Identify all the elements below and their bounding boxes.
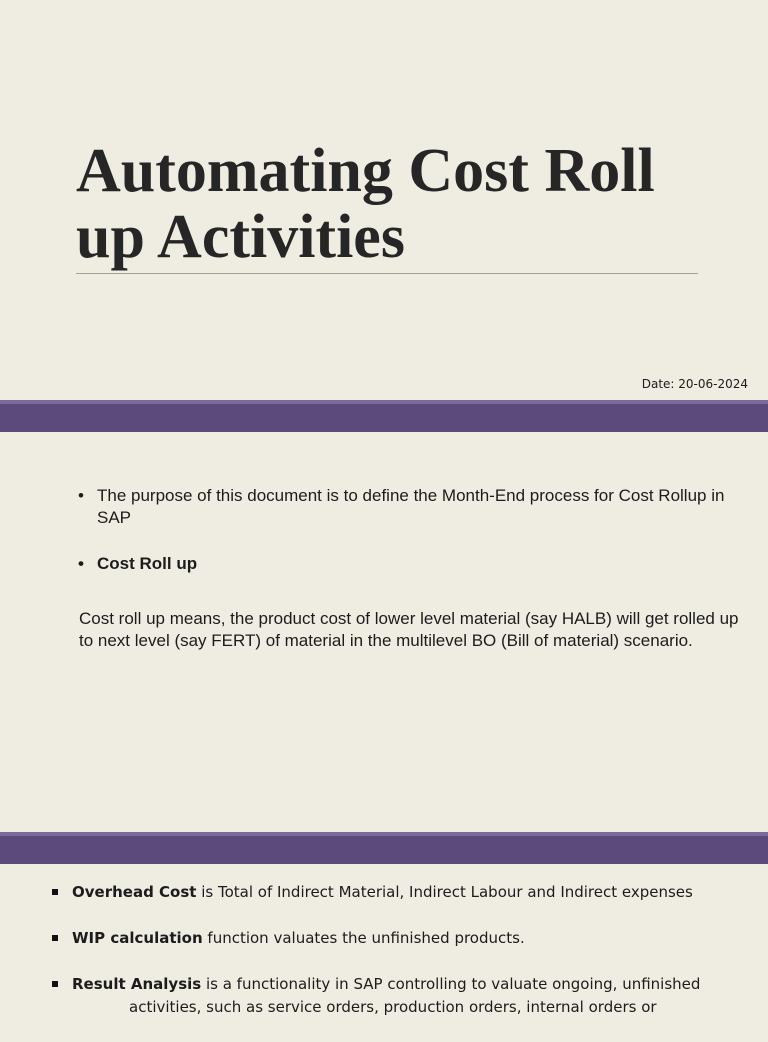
bullet-item — [78, 485, 738, 529]
list-term: Result Analysis — [72, 975, 202, 993]
list-text-continuation: activities, such as service orders, production orders, internal orders or — [129, 998, 657, 1016]
slide-divider-band — [0, 400, 768, 432]
list-term: WIP calculation — [72, 929, 203, 947]
list-item — [52, 927, 752, 950]
bullet-dot-icon: • — [78, 554, 84, 573]
list-text: is Total of Indirect Material, Indirect Labour and Indirect expenses — [196, 883, 693, 901]
definition-paragraph: Cost roll up means, the product cost of lower level material (say HALB) will get rolled up to next level (say FERT) of material in the multilevel BO (Bill of material) scenario. — [79, 609, 739, 650]
list-item — [52, 973, 752, 1019]
slide-title: Automating Cost Roll up Activities — [76, 137, 655, 271]
square-bullet-icon — [52, 981, 58, 987]
list-term: Overhead Cost — [72, 883, 197, 901]
list-text: function valuates the unfinished products. — [202, 929, 525, 947]
square-bullet-icon — [52, 889, 58, 895]
bullet-text: The purpose of this document is to define the Month-End process for Cost Rollup in SAP — [97, 486, 725, 527]
bullet-item — [78, 553, 738, 575]
square-bullet-icon — [52, 935, 58, 941]
band-highlight — [0, 400, 768, 404]
definitions-list — [52, 881, 752, 1042]
bullet-dot-icon: • — [78, 486, 84, 505]
list-text: is a functionality in SAP controlling to valuate ongoing, unfinished — [201, 975, 701, 993]
band-highlight — [0, 832, 768, 836]
list-item — [52, 881, 752, 904]
content-bullets — [78, 485, 738, 575]
slide-date: Date: 20-06-2024 — [641, 377, 748, 391]
bullet-heading: Cost Roll up — [97, 554, 198, 573]
title-underline — [76, 273, 698, 274]
slide-divider-band — [0, 832, 768, 864]
